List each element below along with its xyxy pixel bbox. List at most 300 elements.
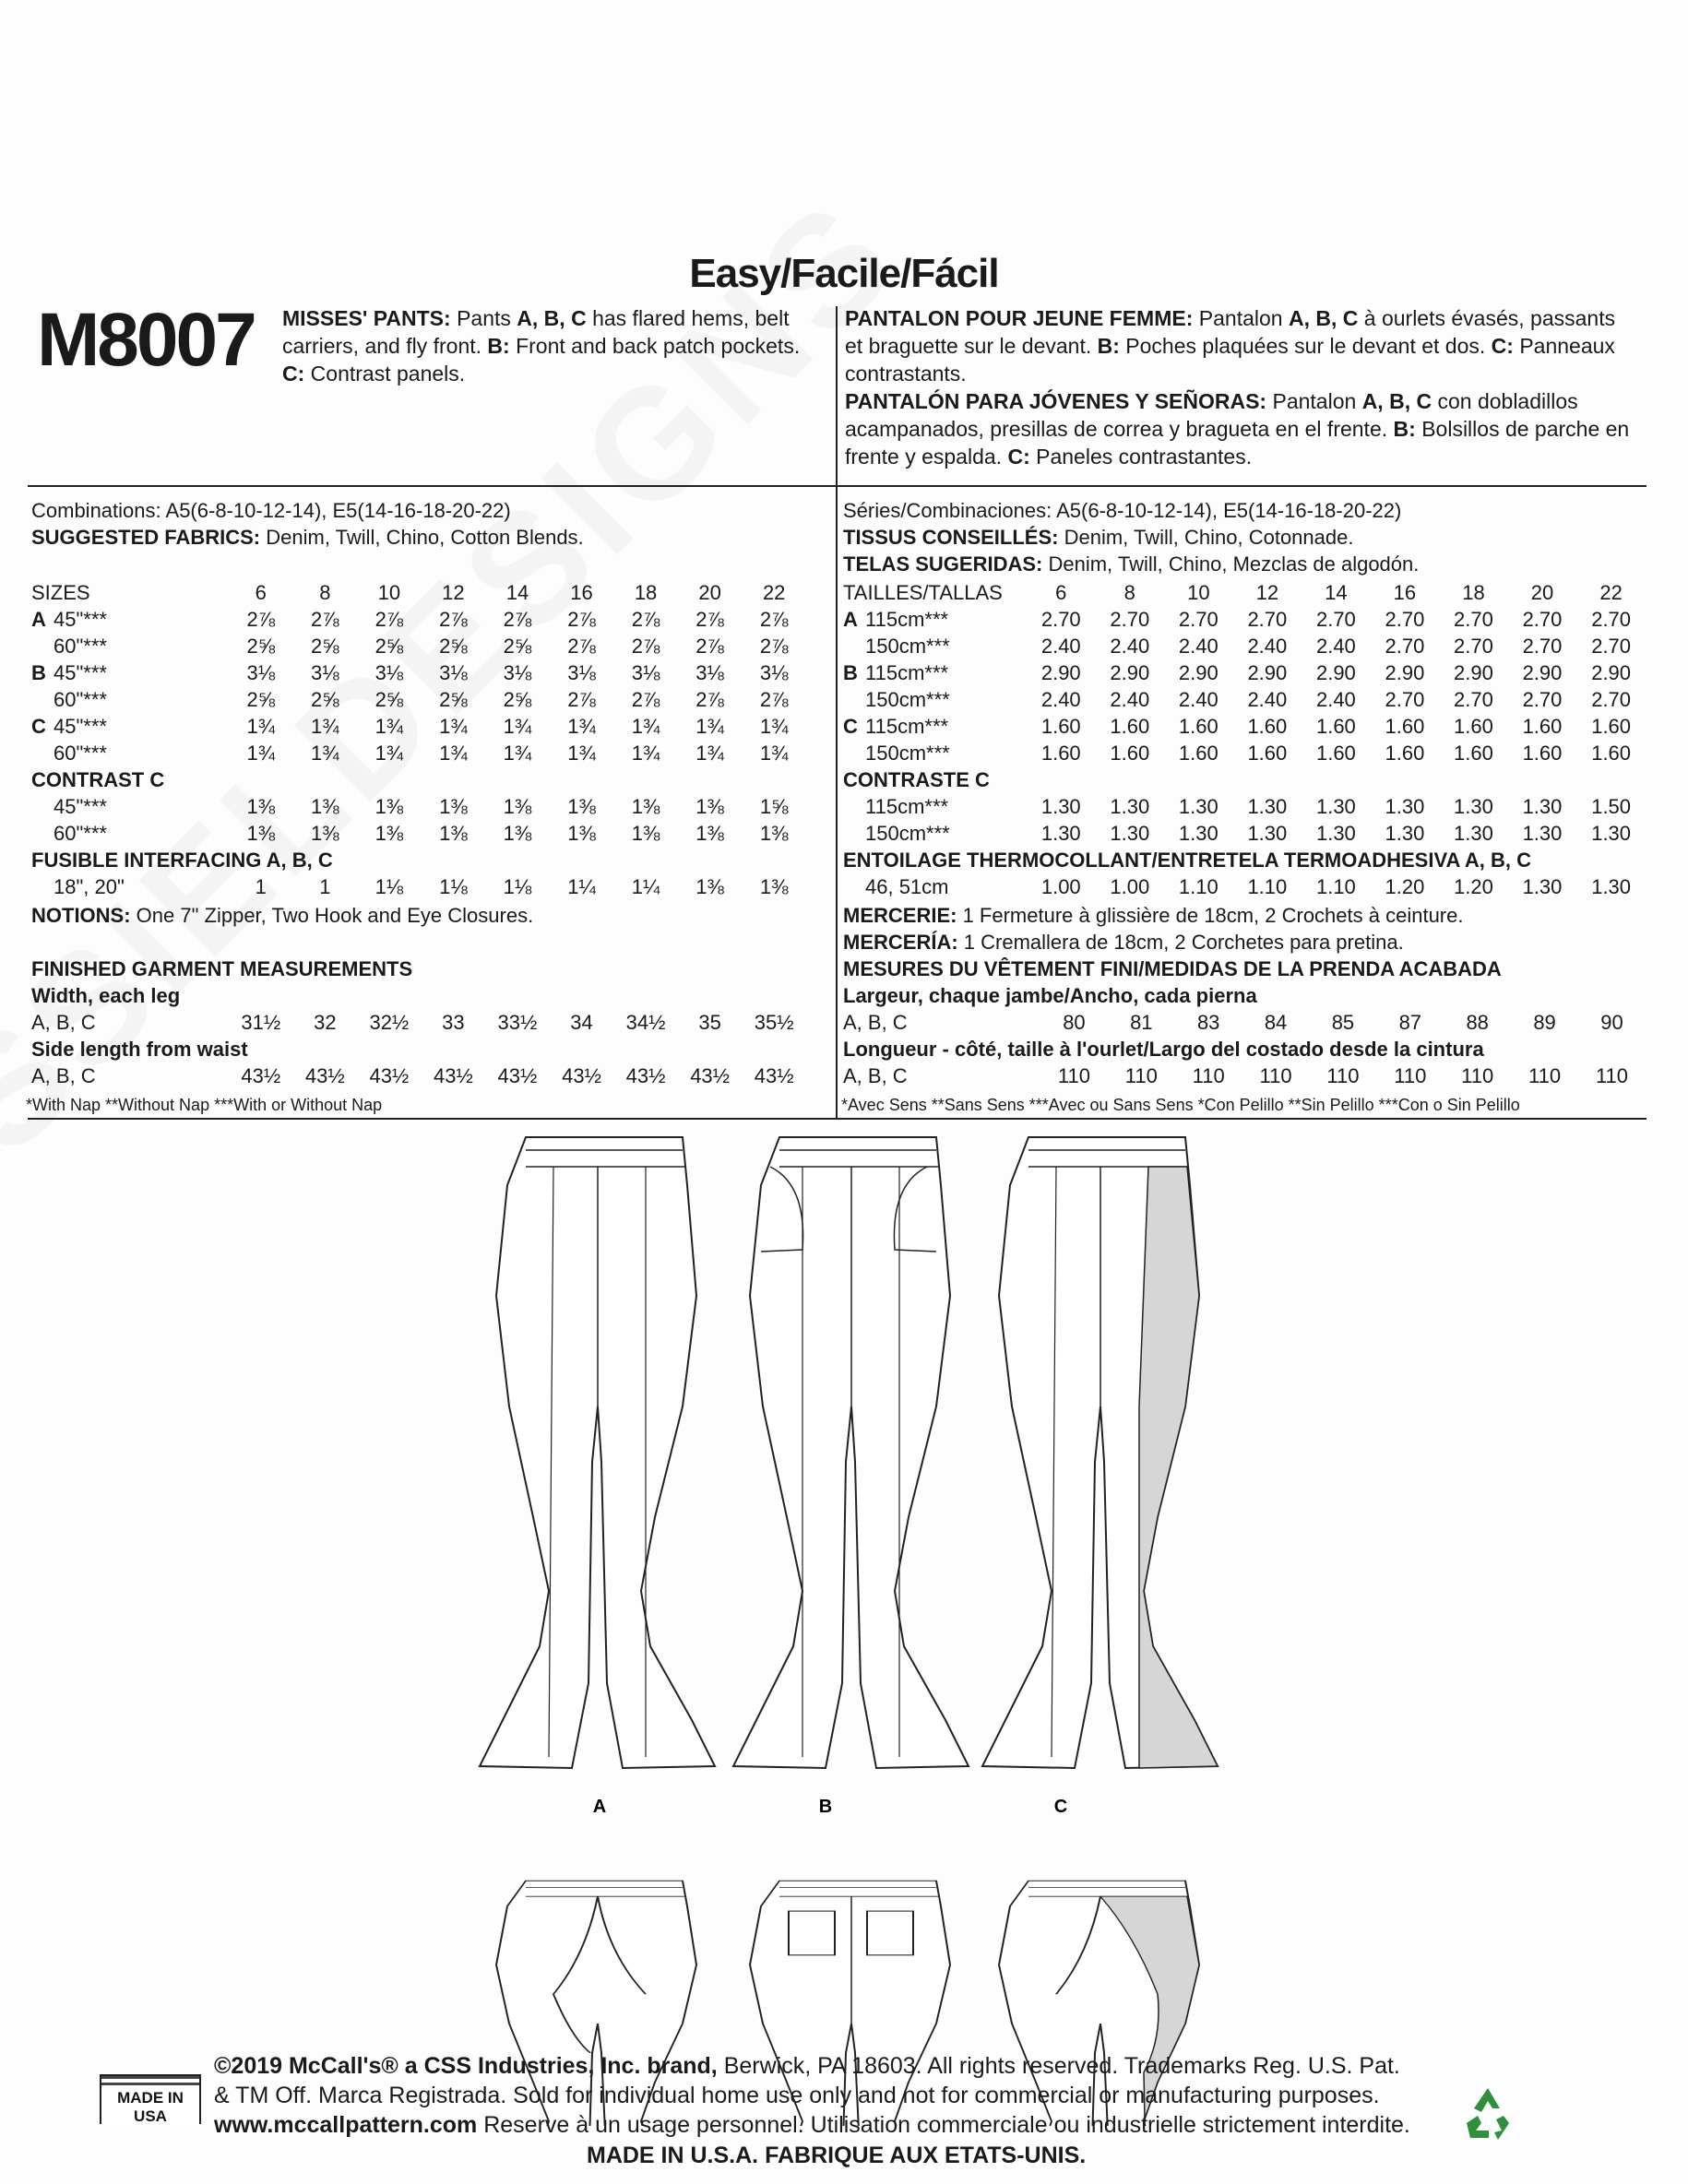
- table-cell: 8: [319, 580, 331, 604]
- finished-measurements-en: [31, 956, 806, 1089]
- made-in-usa-text: MADE IN USA: [101, 2089, 199, 2126]
- table-row: [31, 1009, 806, 1036]
- notions-fr: MERCERIE: 1 Fermeture à glissière de 18cm, 2 Crochets à ceinture.: [843, 904, 1464, 927]
- table-cell: MESURES DU VÊTEMENT FINI/MEDIDAS DE LA PRENDA ACABADA: [843, 956, 1502, 980]
- table-cell: 1.30: [1454, 794, 1493, 818]
- table-cell: 1.60: [1178, 741, 1218, 765]
- table-cell: 14: [1325, 580, 1348, 604]
- desc-text-3: Contrast panels.: [304, 362, 466, 386]
- table-cell: 2⅝: [246, 687, 276, 711]
- table-cell: 2.40: [1247, 634, 1288, 658]
- notions-es: MERCERÍA: 1 Cremallera de 18cm, 2 Corchetes para pretina.: [843, 931, 1404, 954]
- table-cell: 34½: [625, 1010, 666, 1034]
- table-cell: 1.60: [1040, 741, 1081, 765]
- table-cell: 1⅜: [695, 794, 724, 818]
- table-cell: 83: [1196, 1010, 1220, 1034]
- table-cell: 1⅜: [374, 821, 404, 845]
- table-cell: 2.70: [1040, 607, 1081, 631]
- table-cell: 1.30: [1522, 794, 1563, 818]
- table-cell: 45"***: [53, 714, 107, 738]
- interfacing-heading: [31, 847, 806, 873]
- desc-text-0: Pantalon: [1266, 389, 1362, 413]
- desc-bold-0: PANTALÓN PARA JÓVENES Y SEÑORAS:: [845, 389, 1267, 413]
- table-cell: 12: [442, 580, 465, 604]
- view-label-front-b: B: [818, 1797, 833, 1817]
- table-row: [843, 793, 1646, 820]
- table-cell: 14: [505, 580, 529, 604]
- table-cell: 1¾: [311, 741, 339, 765]
- contrast-heading: [31, 766, 806, 793]
- table-cell: CONTRASTE C: [843, 767, 990, 791]
- table-cell: 2⅞: [567, 607, 596, 631]
- desc-bold-0: MISSES' PANTS:: [282, 306, 451, 330]
- table-cell: 1⅜: [695, 874, 724, 898]
- table-cell: 3⅛: [567, 660, 596, 684]
- table-cell: 115cm***: [865, 714, 949, 738]
- made-in-usa-logo: [100, 2074, 201, 2124]
- trademark-line: & TM Off. Marca Registrada. Sold for individual home use only and not for commercial or manufacturing purposes.: [214, 2083, 1380, 2108]
- table-cell: B: [31, 660, 46, 684]
- table-cell: [31, 633, 53, 659]
- table-cell: 1.50: [1591, 794, 1632, 818]
- table-cell: 2⅞: [311, 607, 339, 631]
- table-cell: 1.10: [1178, 874, 1218, 898]
- table-cell: C: [31, 714, 46, 738]
- table-cell: 1.60: [1110, 741, 1150, 765]
- difficulty-heading: Easy/Facile/Fácil: [689, 251, 999, 296]
- table-cell: 1.60: [1522, 714, 1563, 738]
- column-divider: [836, 306, 838, 1118]
- table-cell: 2.40: [1247, 687, 1288, 711]
- table-cell: 110: [1057, 1063, 1090, 1087]
- table-cell: 1.60: [1385, 741, 1425, 765]
- table-cell: 2.70: [1591, 607, 1632, 631]
- garment-views: [424, 1130, 1254, 2126]
- table-cell: 1¾: [439, 714, 468, 738]
- table-cell: 1.30: [1591, 874, 1632, 898]
- table-cell: 2.90: [1522, 660, 1563, 684]
- combinations-en: Combinations: A5(6-8-10-12-14), E5(14-16-18-20-22): [31, 499, 511, 522]
- table-row: [843, 740, 1646, 766]
- table-cell: 60"***: [53, 634, 107, 658]
- table-cell: 2.70: [1522, 607, 1563, 631]
- table-cell: 1⅝: [759, 794, 789, 818]
- table-cell: 33½: [497, 1010, 538, 1034]
- table-cell: 1.00: [1110, 874, 1150, 898]
- table-cell: 1.30: [1110, 821, 1150, 845]
- table-cell: 2.90: [1040, 660, 1081, 684]
- table-cell: 1: [255, 874, 267, 898]
- table-cell: SIZES: [31, 580, 90, 604]
- table-cell: 2.70: [1591, 634, 1632, 658]
- table-cell: A: [843, 607, 858, 631]
- table-cell: 3⅛: [503, 660, 532, 684]
- table-cell: 2.40: [1315, 687, 1356, 711]
- table-cell: 2.70: [1110, 607, 1150, 631]
- table-cell: 1¾: [759, 714, 789, 738]
- table-cell: 110: [1595, 1063, 1629, 1087]
- table-cell: 1¾: [695, 714, 724, 738]
- table-cell: 1¾: [246, 714, 276, 738]
- front-view-a: [480, 1137, 715, 1768]
- table-cell: 1.60: [1315, 741, 1356, 765]
- desc-text-1: à ourlets évasés, passants et braguette sur le devant.: [845, 306, 1616, 358]
- table-cell: [843, 793, 865, 820]
- table-cell: 1⅜: [374, 794, 404, 818]
- table-cell: 18: [1462, 580, 1485, 604]
- table-cell: 2.90: [1247, 660, 1288, 684]
- notions-en: NOTIONS: One 7" Zipper, Two Hook and Eye Closures.: [31, 904, 534, 927]
- table-cell: 20: [1530, 580, 1554, 604]
- table-cell: 2⅝: [439, 687, 468, 711]
- table-cell: 2.70: [1454, 687, 1493, 711]
- table-row: [31, 606, 806, 633]
- table-cell: 2.40: [1040, 687, 1081, 711]
- finished-heading: [31, 956, 806, 982]
- table-cell: 115cm***: [865, 794, 949, 818]
- table-cell: 2⅞: [567, 634, 596, 658]
- table-cell: CONTRAST C: [31, 767, 165, 791]
- table-cell: 2.70: [1315, 607, 1356, 631]
- table-row: [31, 1062, 806, 1089]
- recycle-icon: [1457, 2083, 1518, 2143]
- table-cell: 1¾: [567, 714, 596, 738]
- website-line[interactable]: www.mccallpattern.com Reserve à un usage personnel. Utilisation commerciale ou industrielle strictement interdite.: [214, 2112, 1410, 2138]
- footnote-en: *With Nap **Without Nap ***With or Without Nap: [26, 1096, 383, 1114]
- table-cell: 2⅝: [311, 634, 339, 658]
- table-cell: 2.90: [1178, 660, 1218, 684]
- table-cell: 1⅜: [439, 794, 468, 818]
- table-cell: 1⅜: [567, 821, 596, 845]
- sizes-row: [31, 579, 806, 606]
- table-cell: 2.90: [1591, 660, 1632, 684]
- table-cell: 10: [377, 580, 401, 604]
- table-cell: 110: [1192, 1063, 1225, 1087]
- table-cell: 6: [1055, 580, 1067, 604]
- table-cell: FUSIBLE INTERFACING A, B, C: [31, 848, 333, 872]
- desc-bold-0: PANTALON POUR JEUNE FEMME:: [845, 306, 1194, 330]
- table-cell: 3⅛: [246, 660, 276, 684]
- table-cell: 1.60: [1454, 714, 1493, 738]
- table-cell: 1⅜: [503, 821, 532, 845]
- table-cell: 22: [762, 580, 786, 604]
- table-cell: 88: [1466, 1010, 1489, 1034]
- table-cell: 1⅜: [567, 794, 596, 818]
- table-cell: 2.90: [1315, 660, 1356, 684]
- table-cell: A, B, C: [31, 1010, 96, 1034]
- table-cell: 110: [1259, 1063, 1292, 1087]
- table-cell: 110: [1461, 1063, 1494, 1087]
- table-cell: 43½: [754, 1063, 794, 1087]
- table-cell: 2.70: [1522, 634, 1563, 658]
- table-cell: 2.40: [1178, 634, 1218, 658]
- table-cell: 2.70: [1591, 687, 1632, 711]
- table-cell: 2⅝: [374, 634, 404, 658]
- table-row: [843, 606, 1646, 633]
- table-cell: 110: [1394, 1063, 1427, 1087]
- table-cell: 45"***: [53, 794, 107, 818]
- table-cell: 1¾: [759, 741, 789, 765]
- table-cell: 1¾: [695, 741, 724, 765]
- table-cell: TAILLES/TALLAS: [843, 580, 1003, 604]
- combinations-fr-es: Séries/Combinaciones: A5(6-8-10-12-14), E5(14-16-18-20-22): [843, 499, 1402, 522]
- table-cell: 2⅞: [695, 687, 724, 711]
- table-cell: 43½: [434, 1063, 473, 1087]
- table-cell: 115cm***: [865, 607, 949, 631]
- table-cell: 1¾: [567, 741, 596, 765]
- table-cell: A: [31, 607, 46, 631]
- table-cell: 35½: [754, 1010, 794, 1034]
- desc-bold-3: C:: [1007, 445, 1030, 469]
- table-cell: 1.60: [1385, 714, 1425, 738]
- table-cell: 3⅛: [759, 660, 789, 684]
- table-cell: 22: [1599, 580, 1623, 604]
- table-cell: 1.60: [1247, 714, 1288, 738]
- table-cell: 2.40: [1110, 634, 1150, 658]
- table-cell: ENTOILAGE THERMOCOLLANT/ENTRETELA TERMOADHESIVA A, B, C: [843, 848, 1531, 872]
- table-cell: 1⅜: [439, 821, 468, 845]
- table-cell: 1⅛: [374, 874, 404, 898]
- table-cell: 35: [698, 1010, 721, 1034]
- table-cell: 3⅛: [695, 660, 724, 684]
- table-row: [843, 633, 1646, 659]
- table-cell: 45"***: [53, 660, 107, 684]
- top-rule: [28, 485, 1646, 487]
- table-cell: 1.30: [1110, 794, 1150, 818]
- table-cell: 2⅞: [567, 687, 596, 711]
- table-cell: 1⅜: [311, 821, 339, 845]
- table-cell: 2⅝: [503, 634, 532, 658]
- table-row: [31, 686, 806, 713]
- desc-text-1: has flared hems, belt carriers, and fly front.: [282, 306, 790, 358]
- table-cell: 43½: [241, 1063, 281, 1087]
- table-cell: 20: [698, 580, 721, 604]
- made-in-line: MADE IN U.S.A. FABRIQUE AUX ETATS-UNIS.: [587, 2142, 1087, 2168]
- table-cell: [843, 633, 865, 659]
- table-cell: 2.90: [1110, 660, 1150, 684]
- table-cell: 1.30: [1315, 821, 1356, 845]
- desc-text-0: Pants: [450, 306, 517, 330]
- table-cell: 2.70: [1454, 607, 1493, 631]
- table-cell: 89: [1533, 1010, 1556, 1034]
- width-heading: [843, 982, 1646, 1009]
- table-cell: 2⅞: [759, 634, 789, 658]
- table-cell: 2⅝: [246, 634, 276, 658]
- table-cell: [843, 873, 865, 900]
- english-description: [282, 304, 826, 387]
- table-cell: 84: [1264, 1010, 1288, 1034]
- spanish-description: [845, 387, 1638, 470]
- table-cell: 1.60: [1178, 714, 1218, 738]
- table-cell: 1.60: [1591, 741, 1632, 765]
- table-cell: [31, 740, 53, 766]
- table-cell: 34: [570, 1010, 593, 1034]
- table-cell: 1.60: [1247, 741, 1288, 765]
- table-cell: 43½: [562, 1063, 601, 1087]
- desc-bold-1: A, B, C: [1288, 306, 1359, 330]
- table-cell: 2⅝: [311, 687, 339, 711]
- table-cell: 1¾: [439, 741, 468, 765]
- table-cell: 1: [319, 874, 331, 898]
- table-cell: 110: [1124, 1063, 1158, 1087]
- table-cell: 1.30: [1178, 821, 1218, 845]
- table-cell: 2⅞: [374, 607, 404, 631]
- table-row: [31, 740, 806, 766]
- desc-text-2: Front and back patch pockets.: [509, 334, 801, 358]
- table-cell: A, B, C: [843, 1010, 908, 1034]
- table-cell: [31, 820, 53, 847]
- table-cell: 2⅞: [759, 687, 789, 711]
- table-cell: 1.30: [1178, 794, 1218, 818]
- view-label-front-a: A: [592, 1797, 607, 1817]
- table-cell: 1.30: [1522, 821, 1563, 845]
- table-row: [843, 820, 1646, 847]
- table-cell: 60"***: [53, 687, 107, 711]
- front-view-c: [982, 1137, 1218, 1768]
- table-cell: 1¾: [374, 741, 404, 765]
- table-cell: 1.30: [1040, 821, 1081, 845]
- yardage-table-fr-es: [843, 579, 1646, 900]
- table-cell: 1⅜: [246, 821, 276, 845]
- footnote-fr-es: *Avec Sens **Sans Sens ***Avec ou Sans Sens *Con Pelillo **Sin Pelillo ***Con o Sin Pelillo: [841, 1096, 1520, 1114]
- table-cell: 60"***: [53, 821, 107, 845]
- table-cell: 45"***: [53, 607, 107, 631]
- table-cell: Largeur, chaque jambe/Ancho, cada pierna: [843, 983, 1257, 1007]
- table-cell: 60"***: [53, 741, 107, 765]
- table-cell: Longueur - côté, taille à l'ourlet/Largo del costado desde la cintura: [843, 1037, 1484, 1061]
- table-cell: 3⅛: [631, 660, 660, 684]
- french-description: [845, 304, 1638, 387]
- table-cell: 16: [570, 580, 593, 604]
- table-cell: 2.70: [1522, 687, 1563, 711]
- table-cell: 2.40: [1178, 687, 1218, 711]
- table-cell: 2⅞: [695, 634, 724, 658]
- table-cell: 1⅛: [503, 874, 532, 898]
- table-row: [31, 793, 806, 820]
- table-cell: 1⅜: [631, 794, 660, 818]
- table-cell: 2.70: [1454, 634, 1493, 658]
- table-cell: 1¾: [503, 741, 532, 765]
- table-cell: 80: [1063, 1010, 1086, 1034]
- copyright-line: ©2019 McCall's® a CSS Industries, Inc. brand, Berwick, PA 18603. All rights reserved. Trademarks Reg. U.S. Pat.: [214, 2053, 1400, 2079]
- contrast-heading: [843, 766, 1646, 793]
- table-cell: 1.60: [1454, 741, 1493, 765]
- table-cell: 1.60: [1110, 714, 1150, 738]
- table-cell: 1.30: [1040, 794, 1081, 818]
- table-cell: Side length from waist: [31, 1037, 248, 1061]
- table-cell: 46, 51cm: [865, 874, 949, 898]
- table-row: [843, 873, 1646, 900]
- fabrics-fr: TISSUS CONSEILLÉS: Denim, Twill, Chino, Cotonnade.: [843, 526, 1354, 549]
- finished-heading: [843, 956, 1646, 982]
- table-cell: 2⅝: [503, 687, 532, 711]
- table-cell: [843, 820, 865, 847]
- side-heading: [31, 1036, 806, 1062]
- table-cell: 43½: [690, 1063, 731, 1087]
- table-cell: [31, 686, 53, 713]
- table-cell: 2⅞: [631, 687, 660, 711]
- table-row: [843, 1009, 1646, 1036]
- table-cell: 2.40: [1315, 634, 1356, 658]
- table-cell: 2.70: [1385, 634, 1425, 658]
- desc-text-3: Paneles contrastantes.: [1029, 445, 1253, 469]
- finished-measurements-fr-es: [843, 956, 1646, 1089]
- table-cell: 1⅜: [759, 821, 789, 845]
- table-cell: 3⅛: [374, 660, 404, 684]
- table-cell: 2.70: [1385, 607, 1425, 631]
- fabrics-en: SUGGESTED FABRICS: Denim, Twill, Chino, Cotton Blends.: [31, 526, 584, 549]
- table-cell: 2.40: [1040, 634, 1081, 658]
- table-cell: 1.30: [1385, 794, 1425, 818]
- desc-text-1: con dobladillos acampanados, presillas de correa y bragueta en el frente.: [845, 389, 1578, 441]
- sizes-row: [843, 579, 1646, 606]
- table-cell: 1.00: [1040, 874, 1081, 898]
- table-cell: 1.60: [1591, 714, 1632, 738]
- table-cell: 1.60: [1315, 714, 1356, 738]
- side-heading: [843, 1036, 1646, 1062]
- table-row: [31, 820, 806, 847]
- front-view-b: [733, 1137, 969, 1768]
- table-cell: 33: [442, 1010, 465, 1034]
- table-cell: 1¼: [631, 874, 660, 898]
- desc-text-2: Bolsillos de parche en frente y espalda.: [845, 417, 1630, 469]
- table-cell: 1⅜: [311, 794, 339, 818]
- table-cell: 2⅞: [631, 634, 660, 658]
- table-cell: 2.70: [1385, 687, 1425, 711]
- table-cell: 8: [1123, 580, 1135, 604]
- desc-bold-2: B:: [1393, 417, 1416, 441]
- width-heading: [31, 982, 806, 1009]
- table-cell: 1.20: [1454, 874, 1493, 898]
- table-cell: 2⅞: [631, 607, 660, 631]
- table-cell: 90: [1600, 1010, 1623, 1034]
- table-cell: 3⅛: [311, 660, 339, 684]
- table-row: [843, 713, 1646, 740]
- table-cell: 2⅞: [759, 607, 789, 631]
- desc-text-2: Poches plaquées sur le devant et dos.: [1119, 334, 1492, 358]
- table-cell: 43½: [625, 1063, 666, 1087]
- desc-bold-3: C:: [1491, 334, 1514, 358]
- table-cell: 1⅜: [759, 874, 789, 898]
- table-cell: 1.30: [1385, 821, 1425, 845]
- table-cell: 43½: [497, 1063, 538, 1087]
- table-row: [31, 873, 806, 900]
- table-cell: 110: [1326, 1063, 1360, 1087]
- desc-text-0: Pantalon: [1193, 306, 1289, 330]
- table-cell: 2.70: [1178, 607, 1218, 631]
- table-cell: 1.30: [1315, 794, 1356, 818]
- table-cell: 1.60: [1522, 741, 1563, 765]
- table-cell: 110: [1528, 1063, 1562, 1087]
- table-cell: 2⅝: [439, 634, 468, 658]
- view-label-front-c: C: [1053, 1797, 1068, 1817]
- table-cell: 1.20: [1385, 874, 1425, 898]
- table-cell: [31, 793, 53, 820]
- table-cell: FINISHED GARMENT MEASUREMENTS: [31, 956, 413, 980]
- table-cell: 6: [255, 580, 267, 604]
- table-cell: B: [843, 660, 858, 684]
- table-cell: 2.40: [1110, 687, 1150, 711]
- table-cell: 2.90: [1454, 660, 1493, 684]
- table-row: [31, 633, 806, 659]
- table-cell: 18", 20": [53, 874, 125, 898]
- table-cell: 2⅞: [246, 607, 276, 631]
- table-cell: 1⅜: [246, 794, 276, 818]
- desc-bold-1: A, B, C: [517, 306, 587, 330]
- bottom-rule: [28, 1118, 1646, 1120]
- fabrics-es: TELAS SUGERIDAS: Denim, Twill, Chino, Mezclas de algodón.: [843, 552, 1420, 576]
- desc-bold-2: B:: [1097, 334, 1120, 358]
